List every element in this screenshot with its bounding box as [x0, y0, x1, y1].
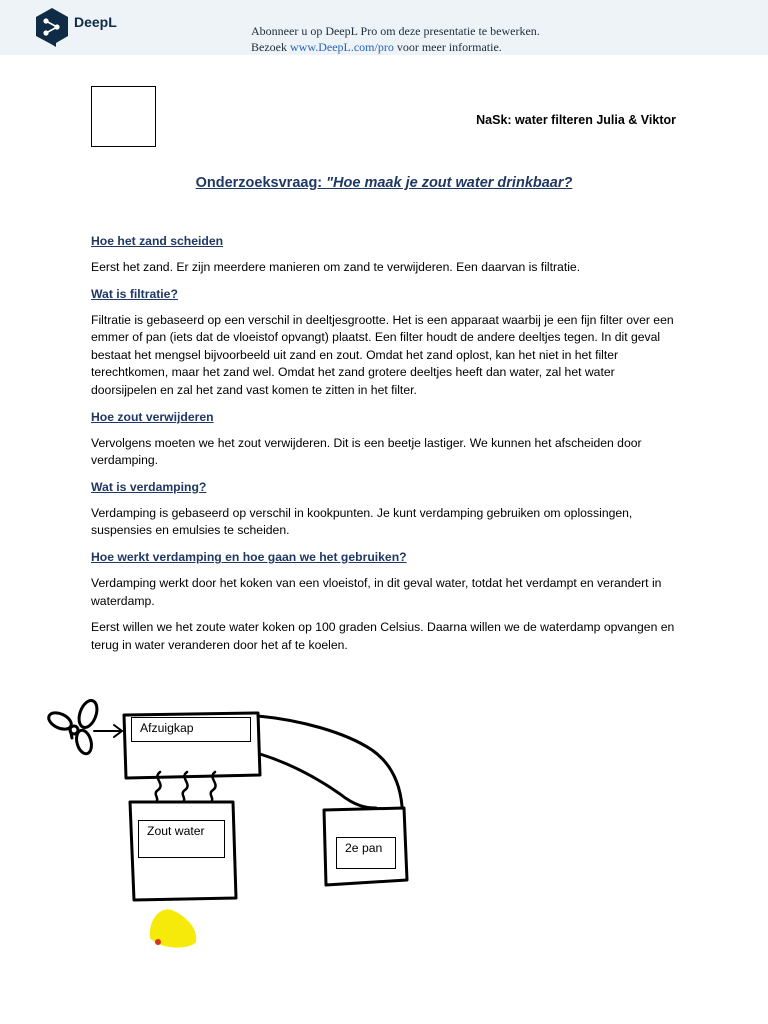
deepl-upgrade-notice: [251, 23, 540, 55]
research-question-label: Onderzoeksvraag:: [195, 175, 327, 191]
section-heading: Hoe zout verwijderen: [91, 409, 214, 424]
logo-placeholder-box: [91, 86, 156, 147]
fan-icon: [46, 698, 100, 755]
deepl-logo-icon: [34, 7, 70, 47]
second-pan-label: 2e pan: [336, 837, 396, 869]
deepl-brand-name: DeepL: [74, 14, 117, 30]
flame-spark-icon: [155, 939, 161, 945]
section-paragraph: Verdamping werkt door het koken van een vloeistof, in dit geval water, totdat het verdampt en verandert in waterdamp.: [91, 575, 662, 608]
document-title: NaSk: water filteren Julia & Viktor: [476, 113, 676, 127]
salt-water-label: Zout water: [138, 820, 225, 858]
duct-lower-edge: [260, 754, 376, 808]
section-paragraph: Eerst willen we het zoute water koken op 100 graden Celsius. Daarna willen we de waterdamp opvangen en terug in water veranderen door het af te koelen.: [91, 620, 675, 652]
notice-line-1: Abonneer u op DeepL Pro om deze presentatie te bewerken.: [251, 24, 540, 38]
notice-line-2: [251, 39, 540, 55]
deepl-pro-link[interactable]: www.DeepL.com/pro: [289, 40, 394, 54]
section-paragraph: Eerst het zand. Er zijn meerdere manieren om zand te verwijderen. Een daarvan is filtratie.: [91, 260, 581, 274]
section-heading: Wat is filtratie?: [91, 286, 178, 301]
deepl-banner: [0, 0, 768, 55]
research-question: [0, 175, 768, 191]
notice-prefix: Bezoek: [251, 40, 290, 54]
distillation-diagram: [0, 680, 768, 1024]
notice-suffix: voor meer informatie.: [393, 40, 502, 54]
section-heading: Hoe het zand scheiden: [91, 234, 224, 248]
document-body: [91, 233, 681, 663]
airflow-arrow-icon: [94, 725, 122, 737]
research-question-text: "Hoe maak je zout water drinkbaar?: [326, 175, 573, 191]
section-paragraph: Verdamping is gebaseerd op verschil in kookpunten. Je kunt verdamping gebruiken om oplossingen, suspensies en emulsies te scheiden.: [91, 505, 633, 538]
section-heading: Hoe werkt verdamping en hoe gaan we het gebruiken?: [91, 549, 407, 564]
section-paragraph: Filtratie is gebaseerd op een verschil in deeltjesgrootte. Het is een apparaat waarbij je een fijn filter over een emmer of pan (iets dat de vloeistof opvangt) plaatst. Een filter houdt de andere deeltjes tegen. In dit geval bestaat het mengsel bijvoorbeeld uit zand en zout. Omdat het zand oplost, kan het niet in het filter terechtkomen, maar het zand wel. Omdat het zand grotere deeltjes heeft dan water, zal het water doorsijpelen en zal het zand vast komen te zitten in het filter.: [91, 312, 674, 397]
section-paragraph: Vervolgens moeten we het zout verwijderen. Dit is een beetje lastiger. We kunnen het afscheiden door verdamping.: [91, 435, 642, 468]
section-heading: Wat is verdamping?: [91, 479, 207, 494]
hood-label: Afzuigkap: [131, 717, 251, 742]
